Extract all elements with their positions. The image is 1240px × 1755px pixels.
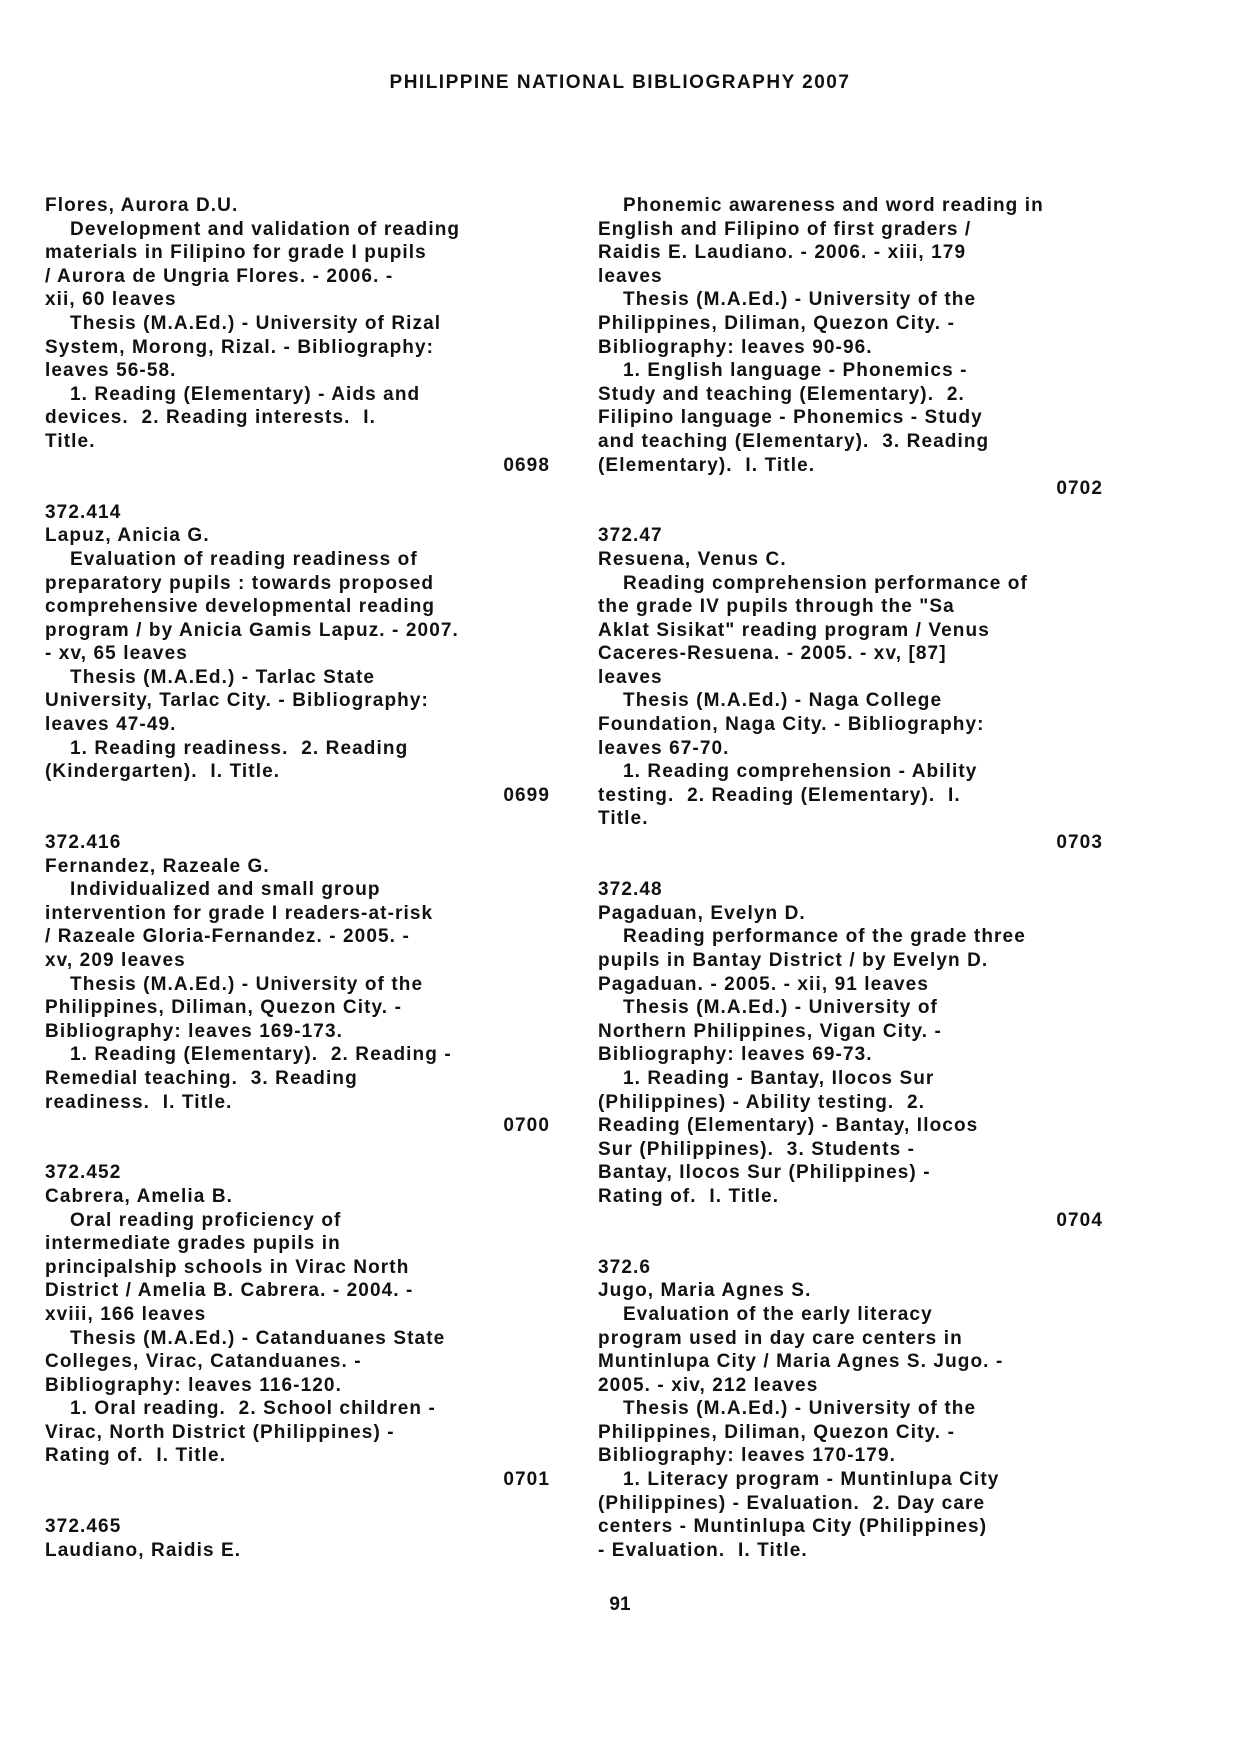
- entry-line: Thesis (M.A.Ed.) - Tarlac State: [70, 666, 376, 688]
- entry-gap: [45, 807, 550, 831]
- entry-line: leaves: [598, 666, 663, 688]
- entry-line: and teaching (Elementary). 3. Reading: [598, 430, 990, 452]
- entry-line: Thesis (M.A.Ed.) - University of: [623, 997, 938, 1019]
- entry-line: program used in day care centers in: [598, 1327, 963, 1349]
- entry-line: Thesis (M.A.Ed.) - University of the: [623, 289, 977, 311]
- entry-line: (Philippines) - Ability testing. 2.: [598, 1091, 926, 1113]
- entry-line: devices. 2. Reading interests. I.: [45, 407, 377, 429]
- entry-line: Title.: [45, 430, 96, 452]
- entry-line: leaves 47-49.: [45, 714, 177, 736]
- bibliography-entry: [598, 524, 1103, 854]
- entry-line: Thesis (M.A.Ed.) - University of the: [623, 1398, 977, 1420]
- right-column: [598, 194, 1103, 1562]
- entry-line: / Aurora de Ungria Flores. - 2006. -: [45, 265, 394, 287]
- bibliography-entry: [45, 194, 550, 477]
- entry-line: principalship schools in Virac North: [45, 1256, 410, 1278]
- entry-gap: [45, 1138, 550, 1162]
- entry-line: Muntinlupa City / Maria Agnes S. Jugo. -: [598, 1351, 1004, 1373]
- entry-line: Fernandez, Razeale G.: [45, 855, 270, 877]
- entry-line: Lapuz, Anicia G.: [45, 525, 210, 547]
- page-header: PHILIPPINE NATIONAL BIBLIOGRAPHY 2007: [389, 72, 851, 93]
- entry-line: Virac, North District (Philippines) -: [45, 1421, 395, 1443]
- bibliography-entry: [45, 1161, 550, 1491]
- entry-number: 0701: [503, 1469, 550, 1491]
- entry-line: Pagaduan, Evelyn D.: [598, 902, 806, 924]
- entry-line: Pagaduan. - 2005. - xii, 91 leaves: [598, 973, 929, 995]
- entry-line: University, Tarlac City. - Bibliography:: [45, 690, 429, 712]
- entry-line: 372.414: [45, 501, 122, 523]
- entry-line: comprehensive developmental reading: [45, 596, 436, 618]
- bibliography-entry: [598, 194, 1103, 501]
- entry-line: leaves 67-70.: [598, 737, 730, 759]
- entry-line: Flores, Aurora D.U.: [45, 195, 239, 216]
- entry-line: (Elementary). I. Title.: [598, 454, 816, 476]
- entry-line: 372.452: [45, 1162, 122, 1184]
- entry-line: Aklat Sisikat" reading program / Venus: [598, 619, 990, 641]
- entry-gap: [598, 855, 1103, 879]
- entry-gap: [45, 477, 550, 501]
- entry-line: Bantay, Ilocos Sur (Philippines) -: [598, 1162, 931, 1184]
- entry-line: Reading (Elementary) - Bantay, Ilocos: [598, 1115, 979, 1137]
- entry-line: Sur (Philippines). 3. Students -: [598, 1138, 916, 1160]
- entry-line: xviii, 166 leaves: [45, 1303, 207, 1325]
- entry-line: Philippines, Diliman, Quezon City. -: [598, 1421, 955, 1443]
- bibliography-entry: [45, 501, 550, 808]
- entry-line: intermediate grades pupils in: [45, 1233, 341, 1255]
- entry-number: 0703: [1056, 832, 1103, 854]
- entry-gap: [598, 501, 1103, 525]
- entry-line: xv, 209 leaves: [45, 950, 186, 971]
- entry-line: (Philippines) - Evaluation. 2. Day care: [598, 1492, 986, 1514]
- entry-line: District / Amelia B. Cabrera. - 2004. -: [45, 1280, 414, 1302]
- entry-line: centers - Muntinlupa City (Philippines): [598, 1516, 988, 1538]
- entry-line: Bibliography: leaves 169-173.: [45, 1020, 344, 1042]
- entry-line: Laudiano, Raidis E.: [45, 1539, 242, 1561]
- entry-line: Colleges, Virac, Catanduanes. -: [45, 1351, 362, 1373]
- entry-line: Oral reading proficiency of: [70, 1209, 342, 1231]
- entry-line: Caceres-Resuena. - 2005. - xv, [87]: [598, 643, 947, 665]
- entry-line: 1. Reading readiness. 2. Reading: [70, 737, 409, 759]
- entry-line: Rating of. I. Title.: [45, 1445, 227, 1467]
- entry-line: 1. Oral reading. 2. School children -: [70, 1398, 436, 1420]
- entry-line: Title.: [598, 808, 649, 830]
- entry-line: 372.47: [598, 525, 663, 547]
- entry-line: Evaluation of the early literacy: [623, 1303, 933, 1325]
- entry-number: 0704: [1056, 1209, 1103, 1231]
- entry-line: Bibliography: leaves 69-73.: [598, 1044, 873, 1066]
- entry-line: testing. 2. Reading (Elementary). I.: [598, 784, 961, 806]
- entry-line: - xv, 65 leaves: [45, 643, 188, 665]
- entry-line: Thesis (M.A.Ed.) - University of the: [70, 973, 424, 995]
- entry-line: 1. Literacy program - Muntinlupa City: [623, 1469, 1000, 1491]
- entry-line: English and Filipino of first graders /: [598, 218, 972, 240]
- entry-line: - Evaluation. I. Title.: [598, 1539, 808, 1561]
- bibliography-entry: [598, 1256, 1103, 1563]
- entry-line: readiness. I. Title.: [45, 1091, 233, 1113]
- entry-line: the grade IV pupils through the "Sa: [598, 596, 955, 618]
- entry-line: 2005. - xiv, 212 leaves: [598, 1374, 819, 1396]
- entry-line: 372.465: [45, 1516, 122, 1538]
- entry-line: Philippines, Diliman, Quezon City. -: [598, 312, 955, 334]
- bibliography-entry: [45, 1515, 550, 1562]
- entry-line: Phonemic awareness and word reading in: [623, 195, 1044, 216]
- entry-number: 0700: [503, 1115, 550, 1137]
- entry-line: 1. English language - Phonemics -: [623, 360, 968, 382]
- entry-line: (Kindergarten). I. Title.: [45, 761, 281, 783]
- entry-line: leaves 56-58.: [45, 360, 177, 382]
- entry-line: 1. Reading comprehension - Ability: [623, 761, 978, 783]
- entry-line: 1. Reading - Bantay, Ilocos Sur: [623, 1067, 935, 1089]
- entry-gap: [598, 1232, 1103, 1256]
- entry-line: xii, 60 leaves: [45, 289, 177, 311]
- entry-line: Development and validation of reading: [70, 218, 461, 240]
- entry-line: Bibliography: leaves 170-179.: [598, 1445, 897, 1467]
- entry-line: intervention for grade I readers-at-risk: [45, 902, 434, 924]
- entry-line: Reading comprehension performance of: [623, 572, 1028, 594]
- entry-number: 0699: [503, 784, 550, 806]
- entry-line: Foundation, Naga City. - Bibliography:: [598, 714, 985, 736]
- entry-line: Bibliography: leaves 116-120.: [45, 1374, 342, 1396]
- entry-line: Thesis (M.A.Ed.) - Catanduanes State: [70, 1327, 446, 1349]
- entry-gap: [45, 1492, 550, 1516]
- entry-line: Study and teaching (Elementary). 2.: [598, 383, 965, 405]
- entry-line: program / by Anicia Gamis Lapuz. - 2007.: [45, 619, 459, 641]
- entry-line: leaves: [598, 265, 663, 287]
- entry-line: 372.48: [598, 879, 663, 901]
- entry-line: 372.416: [45, 832, 122, 854]
- entry-line: Resuena, Venus C.: [598, 548, 787, 570]
- entry-line: Filipino language - Phonemics - Study: [598, 407, 983, 429]
- entry-line: Evaluation of reading readiness of: [70, 548, 418, 570]
- entry-line: Thesis (M.A.Ed.) - Naga College: [623, 690, 943, 712]
- bibliography-entry: [598, 878, 1103, 1232]
- entry-line: 1. Reading (Elementary). 2. Reading -: [70, 1044, 452, 1066]
- entry-line: pupils in Bantay District / by Evelyn D.: [598, 950, 989, 971]
- entry-line: 372.6: [598, 1256, 652, 1278]
- entry-number: 0702: [1056, 478, 1103, 500]
- entry-line: Northern Philippines, Vigan City. -: [598, 1020, 942, 1042]
- entry-line: Bibliography: leaves 90-96.: [598, 336, 873, 358]
- entry-line: System, Morong, Rizal. - Bibliography:: [45, 336, 435, 358]
- entry-number: 0698: [503, 454, 550, 476]
- entry-line: materials in Filipino for grade I pupils: [45, 242, 427, 264]
- entry-line: Remedial teaching. 3. Reading: [45, 1067, 358, 1089]
- entry-line: Raidis E. Laudiano. - 2006. - xiii, 179: [598, 242, 967, 264]
- entry-line: Philippines, Diliman, Quezon City. -: [45, 997, 402, 1019]
- entry-line: / Razeale Gloria-Fernandez. - 2005. -: [45, 926, 410, 948]
- page-number: 91: [609, 1594, 631, 1615]
- entry-line: preparatory pupils : towards proposed: [45, 572, 435, 594]
- entry-line: Jugo, Maria Agnes S.: [598, 1280, 812, 1302]
- entry-line: 1. Reading (Elementary) - Aids and: [70, 383, 421, 405]
- entry-line: Reading performance of the grade three: [623, 926, 1026, 948]
- entry-line: Rating of. I. Title.: [598, 1185, 780, 1207]
- entry-line: Individualized and small group: [70, 879, 381, 901]
- entry-line: Cabrera, Amelia B.: [45, 1185, 234, 1207]
- left-column: [45, 194, 550, 1562]
- bibliography-entry: [45, 831, 550, 1138]
- entry-line: Thesis (M.A.Ed.) - University of Rizal: [70, 312, 442, 334]
